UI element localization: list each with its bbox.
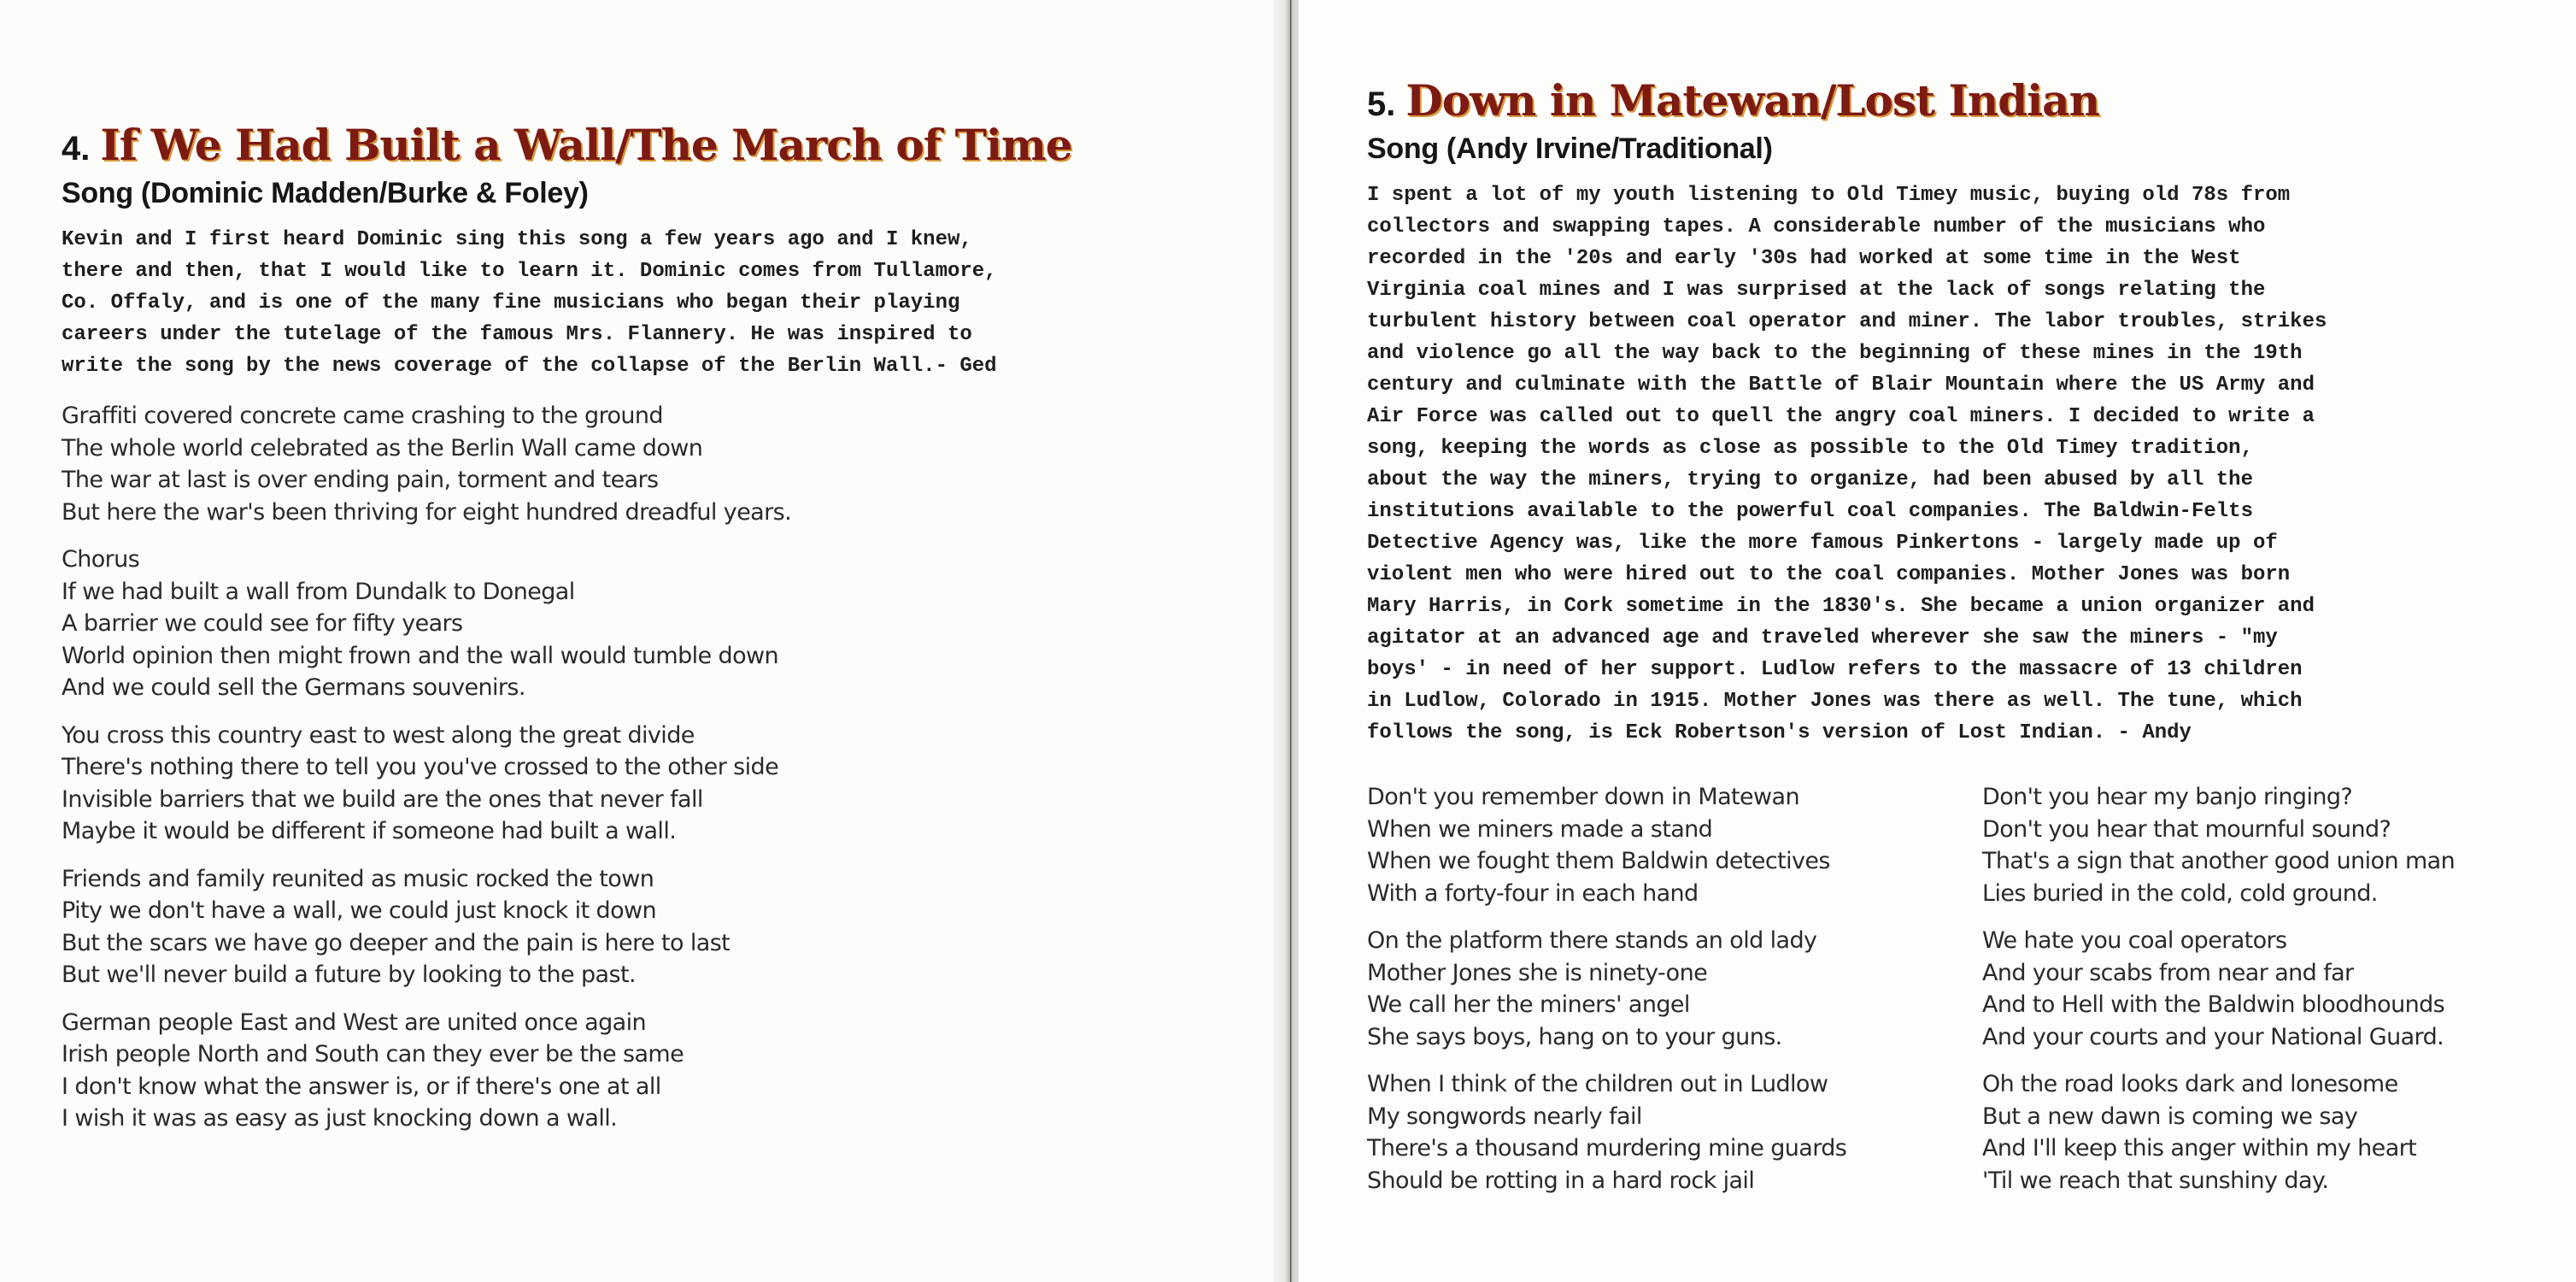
lyric-line: 'Til we reach that sunshiny day. (1982, 1167, 2329, 1194)
lyric-line: A barrier we could see for fifty years (62, 610, 463, 637)
lyric-line: Don't you hear my banjo ringing? (1982, 784, 2353, 810)
left-song-header (62, 120, 1206, 170)
lyric-line: On the platform there stands an old lady (1367, 927, 1817, 954)
lyric-line: There's a thousand murdering mine guards (1367, 1135, 1847, 1161)
notes-line: Virginia coal mines and I was surprised at the lack of songs relating the (1367, 279, 2266, 302)
lyric-line: We hate you coal operators (1982, 927, 2287, 954)
notes-line: collectors and swapping tapes. A considerable number of the musicians who (1367, 215, 2266, 238)
lyric-line: Oh the road looks dark and lonesome (1982, 1071, 2398, 1097)
lyrics-stanza (1982, 1068, 2512, 1197)
notes-line: violent men who were hired out to the coal companies. Mother Jones was born (1367, 563, 2291, 586)
notes-line: Air Force was called out to quell the angry coal miners. I decided to write a (1367, 405, 2315, 428)
lyric-line: When we miners made a stand (1367, 815, 1713, 843)
left-page (0, 0, 1286, 1282)
lyric-line: World opinion then might frown and the wall would tumble down (62, 642, 778, 669)
lyric-line: And your scabs from near and far (1982, 959, 2354, 986)
lyric-line: And to Hell with the Baldwin bloodhounds (1982, 991, 2445, 1018)
notes-line: agitator at an advanced age and traveled wherever she saw the miners - "my (1367, 626, 2278, 650)
lyric-line: Lies buried in the cold, cold ground. (1982, 879, 2378, 907)
notes-line: Detective Agency was, like the more famous Pinkertons - largely made up of (1367, 532, 2278, 555)
right-song-heading-block (1367, 75, 2529, 749)
right-lyrics-column-1 (1367, 781, 1982, 1212)
right-lyrics-column-2 (1982, 781, 2512, 1212)
notes-line: century and culminate with the Battle of Blair Mountain where the US Army and (1367, 373, 2315, 397)
lyric-line: The whole world celebrated as the Berlin Wall came down (62, 434, 703, 462)
notes-line: song, keeping the words as close as possible to the Old Timey tradition, (1367, 437, 2253, 460)
notes-line: and violence go all the way back to the beginning of these mines in the 19th (1367, 342, 2303, 365)
lyrics-stanza (62, 720, 1172, 848)
right-song-header (1367, 75, 2529, 126)
lyric-line: But a new dawn is coming we say (1982, 1103, 2358, 1130)
lyric-line: But here the war's been thriving for eight hundred dreadful years. (62, 498, 792, 526)
left-song-credit: Song (Dominic Madden/Burke & Foley) (62, 177, 589, 209)
lyric-line: She says boys, hang on to your guns. (1367, 1023, 1782, 1050)
lyric-line: Irish people North and South can they ever be the same (62, 1041, 684, 1067)
lyric-line: The war at last is over ending pain, torment and tears (62, 467, 659, 493)
lyrics-stanza (62, 400, 1172, 528)
lyrics-stanza (62, 1007, 1172, 1135)
notes-line: write the song by the news coverage of the collapse of the Berlin Wall.- Ged (62, 355, 997, 378)
left-song-number: 4. (62, 130, 91, 168)
notes-line: Mary Harris, in Cork sometime in the 1830's. She became a union organizer and (1367, 595, 2315, 618)
right-page (1299, 0, 2576, 1282)
lyrics-stanza (62, 863, 1172, 991)
chorus-label: Chorus (62, 546, 140, 573)
lyric-line: Maybe it would be different if someone had built a wall. (62, 818, 677, 844)
lyric-line: If we had built a wall from Dundalk to Donegal (62, 578, 575, 605)
lyric-line: I wish it was as easy as just knocking down a wall. (62, 1105, 618, 1132)
right-song-notes (1367, 179, 2529, 749)
lyric-line: And your courts and your National Guard. (1982, 1023, 2444, 1050)
right-song-title: Down in Matewan/Lost Indian (1405, 75, 2099, 126)
lyric-line: Friends and family reunited as music rocked the town (62, 865, 654, 892)
lyrics-stanza (1367, 925, 1982, 1053)
lyric-line: With a forty-four in each hand (1367, 879, 1699, 907)
notes-line: turbulent history between coal operator and miner. The labor troubles, strikes (1367, 310, 2327, 333)
lyrics-stanza (1367, 781, 1982, 909)
notes-line: Kevin and I first heard Dominic sing this song a few years ago and I knew, (62, 228, 972, 251)
lyric-line: And we could sell the Germans souvenirs. (62, 674, 525, 701)
notes-line: there and then, that I would like to learn it. Dominic comes from Tullamore, (62, 260, 997, 283)
notes-line: Co. Offaly, and is one of the many fine musicians who began their playing (62, 291, 960, 315)
notes-line: I spent a lot of my youth listening to Old Timey music, buying old 78s from (1367, 184, 2291, 207)
lyric-line: There's nothing there to tell you you've crossed to the other side (62, 754, 779, 780)
lyrics-stanza (1982, 781, 2512, 909)
right-song-credit: Song (Andy Irvine/Traditional) (1367, 132, 1773, 165)
lyric-line: German people East and West are united once again (62, 1009, 646, 1036)
lyric-line: Don't you remember down in Matewan (1367, 784, 1799, 810)
lyric-line: We call her the miners' angel (1367, 991, 1690, 1018)
lyric-line: Don't you hear that mournful sound? (1982, 815, 2391, 843)
notes-line: in Ludlow, Colorado in 1915. Mother Jones was there as well. The tune, which (1367, 690, 2303, 713)
notes-line: follows the song, is Eck Robertson's version of Lost Indian. - Andy (1367, 721, 2192, 744)
lyric-line: But we'll never build a future by looking to the past. (62, 962, 636, 988)
lyrics-stanza (1367, 1068, 1982, 1197)
chorus-stanza (62, 544, 1172, 704)
left-song-title: If We Had Built a Wall/The March of Time (100, 120, 1072, 170)
lyric-line: I don't know what the answer is, or if there's one at all (62, 1073, 661, 1100)
lyric-line: Invisible barriers that we build are the ones that never fall (62, 785, 703, 813)
notes-line: boys' - in need of her support. Ludlow refers to the massacre of 13 children (1367, 658, 2303, 681)
lyric-line: When we fought them Baldwin detectives (1367, 848, 1830, 874)
lyric-line: That's a sign that another good union man (1982, 848, 2456, 874)
left-song-heading-block (62, 120, 1206, 382)
lyric-line: Graffiti covered concrete came crashing to the ground (62, 403, 663, 429)
right-song-number: 5. (1367, 85, 1396, 123)
lyric-line: My songwords nearly fail (1367, 1103, 1642, 1130)
lyrics-stanza (1982, 925, 2512, 1053)
lyric-line: Pity we don't have a wall, we could just knock it down (62, 897, 657, 924)
notes-line: recorded in the '20s and early '30s had worked at some time in the West (1367, 247, 2241, 270)
notes-line: about the way the miners, trying to organize, had been abused by all the (1367, 468, 2253, 491)
lyric-line: But the scars we have go deeper and the pain is here to last (62, 929, 731, 956)
left-song-lyrics (62, 400, 1172, 1150)
lyric-line: You cross this country east to west along the great divide (62, 721, 695, 749)
notes-line: institutions available to the powerful coal companies. The Baldwin-Felts (1367, 500, 2253, 523)
notes-line: careers under the tutelage of the famous Mrs. Flannery. He was inspired to (62, 323, 972, 346)
lyric-line: And I'll keep this anger within my heart (1982, 1135, 2417, 1161)
lyric-line: Mother Jones she is ninety-one (1367, 959, 1708, 986)
left-song-notes (62, 224, 1206, 382)
lyric-line: When I think of the children out in Ludlow (1367, 1071, 1828, 1097)
lyric-line: Should be rotting in a hard rock jail (1367, 1167, 1755, 1194)
